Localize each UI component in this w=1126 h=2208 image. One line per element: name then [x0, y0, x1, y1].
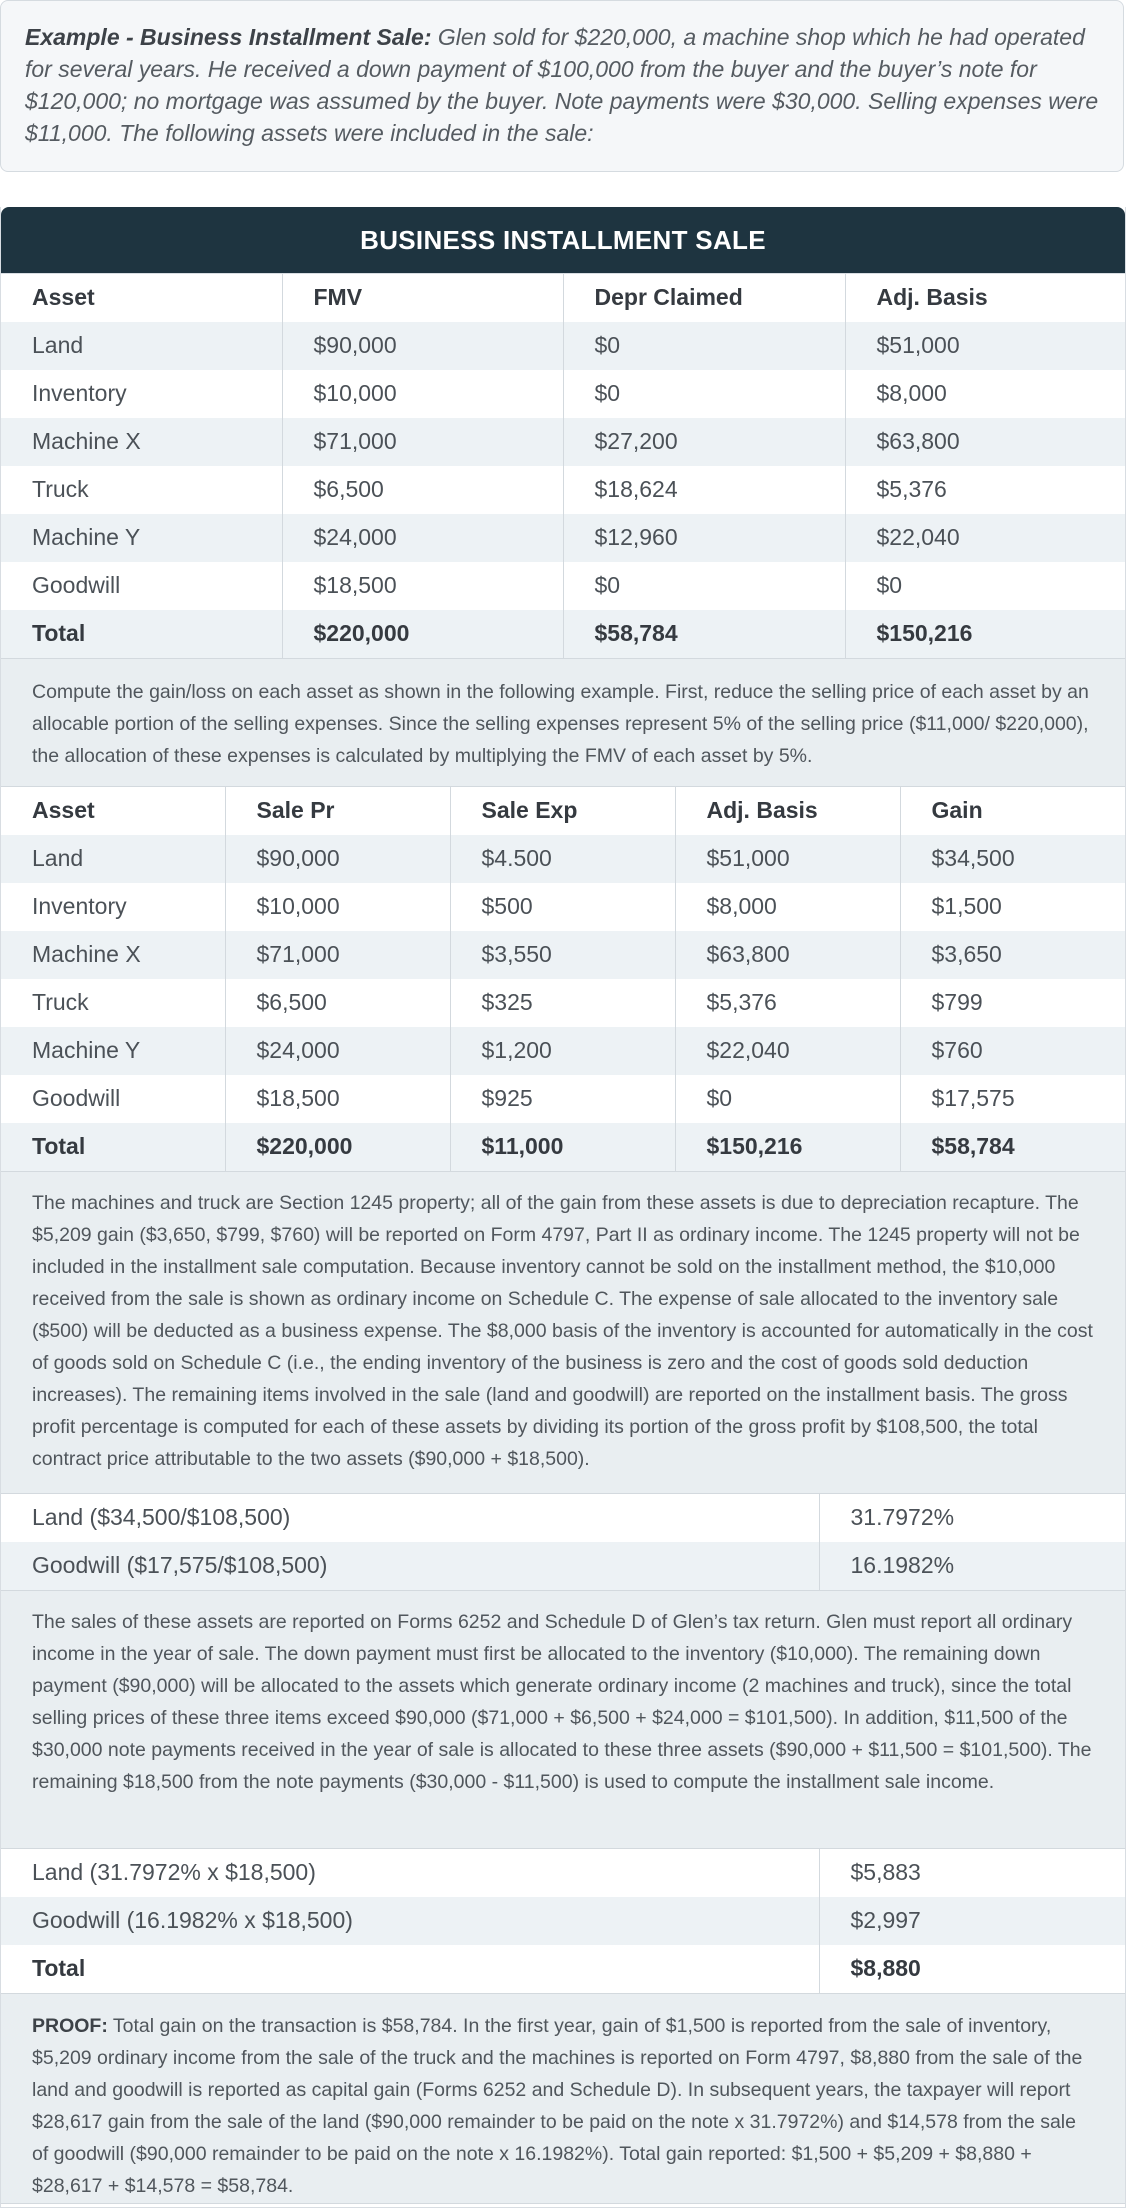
cell: Land [1, 835, 225, 883]
cell: Land ($34,500/$108,500) [1, 1494, 819, 1542]
proof-text: Total gain on the transaction is $58,784. In the first year, gain of $1,500 is reported from the sale of inventory, $5,209 ordinary income from the sale of the truck and the machines is reported on Form 4797, $8,880 from the sale of the land and goodwill is reported as capital gain (Forms 6252 and Schedule D). In subsequent years, the taxpayer will report $28,617 gain from the sale of the land ($90,000 remainder to be paid on the note x 31.7972%) and $14,578 from the sale of goodwill ($90,000 remainder to be paid on the note x 16.1982%). Total gain reported: $1,500 + $5,209 + $8,880 + $28,617 + $14,578 = $58,784. [32, 2014, 1083, 2197]
cell: $90,000 [225, 835, 450, 883]
cell: $3,550 [450, 931, 675, 979]
col-header: Depr Claimed [563, 274, 845, 322]
cell: $34,500 [900, 835, 1125, 883]
cell: $18,500 [225, 1075, 450, 1123]
cell: Machine X [1, 931, 225, 979]
cell: Truck [1, 979, 225, 1027]
cell: $5,376 [675, 979, 900, 1027]
cell: $22,040 [675, 1027, 900, 1075]
cell: $18,624 [563, 466, 845, 514]
cell: $4.500 [450, 835, 675, 883]
cell: Truck [1, 466, 282, 514]
cell: $17,575 [900, 1075, 1125, 1123]
col-header: Gain [900, 787, 1125, 835]
cell: $0 [845, 562, 1125, 610]
table-row [1, 562, 1125, 610]
cell: Total [1, 1123, 225, 1171]
note-section-1245: The machines and truck are Section 1245 property; all of the gain from these assets is due to depreciation recapture. The $5,209 gain ($3,650, $799, $760) will be reported on Form 4797, Part II as ordinary income. The 1245 property will not be included in the installment sale computation. Because inventory cannot be sold on the installment method, the $10,000 received from the sale is shown as ordinary income on Schedule C. The expense of sale allocated to the inventory sale ($500) will be deducted as a business expense. The $8,000 basis of the inventory is accounted for automatically in the cost of goods sold on Schedule C (i.e., the ending inventory of the business is zero and the cost of goods sold deduction increases). The remaining items involved in the sale (land and goodwill) are reported on the installment basis. The gross profit percentage is computed for each of these assets by dividing its portion of the gross profit by $108,500, the total contract price attributable to the two assets ($90,000 + $18,500). [1, 1171, 1125, 1494]
banner-title: BUSINESS INSTALLMENT SALE [1, 207, 1125, 273]
table-row [1, 835, 1125, 883]
cell: $1,500 [900, 883, 1125, 931]
cell: $63,800 [845, 418, 1125, 466]
cell: Goodwill ($17,575/$108,500) [1, 1542, 819, 1590]
proof-label: PROOF: [32, 2014, 108, 2037]
cell: $500 [450, 883, 675, 931]
table-row [1, 1494, 1125, 1542]
table-row [1, 1849, 1125, 1897]
cell: $799 [900, 979, 1125, 1027]
table-row [1, 322, 1125, 370]
table-row [1, 1027, 1125, 1075]
cell: $0 [563, 562, 845, 610]
cell: Inventory [1, 370, 282, 418]
cell: $18,500 [282, 562, 563, 610]
cell: $22,040 [845, 514, 1125, 562]
note-allocation: Compute the gain/loss on each asset as shown in the following example. First, reduce the selling price of each asset by an allocable portion of the selling expenses. Since the selling expenses represent 5% of the selling price ($11,000/ $220,000), the allocation of these expenses is calculated by multiplying the FMV of each asset by 5%. [1, 658, 1125, 787]
cell: $220,000 [282, 610, 563, 658]
cell: $8,000 [845, 370, 1125, 418]
table-row [1, 931, 1125, 979]
col-header: Adj. Basis [845, 274, 1125, 322]
cell: $11,000 [450, 1123, 675, 1171]
cell: $8,000 [675, 883, 900, 931]
cell: $51,000 [845, 322, 1125, 370]
table-row [1, 514, 1125, 562]
cell: $71,000 [225, 931, 450, 979]
cell: $0 [675, 1075, 900, 1123]
cell: Total [1, 1945, 819, 1993]
table-row [1, 1075, 1125, 1123]
cell: 31.7972% [819, 1494, 1125, 1542]
cell: $5,883 [819, 1849, 1125, 1897]
cell: $6,500 [282, 466, 563, 514]
col-header: Asset [1, 274, 282, 322]
table-row [1, 883, 1125, 931]
total-row [1, 1945, 1125, 1993]
cell: $925 [450, 1075, 675, 1123]
table-row [1, 418, 1125, 466]
table-row [1, 466, 1125, 514]
intro-lead: Example - Business Installment Sale: [25, 24, 432, 50]
cell: $5,376 [845, 466, 1125, 514]
col-header: Sale Exp [450, 787, 675, 835]
cell: Machine X [1, 418, 282, 466]
gain-table-header [1, 787, 1125, 835]
table-row [1, 1542, 1125, 1590]
col-header: Adj. Basis [675, 787, 900, 835]
col-header: Asset [1, 787, 225, 835]
cell: $24,000 [225, 1027, 450, 1075]
cell: $150,216 [845, 610, 1125, 658]
col-header: FMV [282, 274, 563, 322]
cell: Goodwill [1, 1075, 225, 1123]
cell: $24,000 [282, 514, 563, 562]
total-row [1, 1123, 1125, 1171]
cell: Inventory [1, 883, 225, 931]
cell: $58,784 [900, 1123, 1125, 1171]
cell: Land [1, 322, 282, 370]
cell: $63,800 [675, 931, 900, 979]
cell: Total [1, 610, 282, 658]
cell: $220,000 [225, 1123, 450, 1171]
gain-table [1, 787, 1125, 1171]
cell: $58,784 [563, 610, 845, 658]
cell: $1,200 [450, 1027, 675, 1075]
cell: Goodwill (16.1982% x $18,500) [1, 1897, 819, 1945]
cell: $3,650 [900, 931, 1125, 979]
col-header: Sale Pr [225, 787, 450, 835]
cell: $0 [563, 322, 845, 370]
asset-table-header [1, 274, 1125, 322]
cell: $51,000 [675, 835, 900, 883]
cell: $27,200 [563, 418, 845, 466]
installment-sale-card [0, 207, 1126, 2208]
cell: $325 [450, 979, 675, 1027]
total-row [1, 610, 1125, 658]
cell: $2,997 [819, 1897, 1125, 1945]
installment-income-table [1, 1849, 1125, 1993]
cell: $12,960 [563, 514, 845, 562]
intro-text: Glen sold for $220,000, a machine shop which he had operated for several years. He received a down payment of $100,000 from the buyer and the buyer’s note for $120,000; no mortgage was assumed by the buyer. Note payments were $30,000. Selling expenses were $11,000. The following assets were included in the sale: [25, 24, 1099, 146]
note-proof [1, 1993, 1125, 2204]
cell: $760 [900, 1027, 1125, 1075]
cell: $6,500 [225, 979, 450, 1027]
cell: $90,000 [282, 322, 563, 370]
cell: 16.1982% [819, 1542, 1125, 1590]
cell: $10,000 [225, 883, 450, 931]
cell: $10,000 [282, 370, 563, 418]
gross-profit-table [1, 1494, 1125, 1590]
note-forms-6252: The sales of these assets are reported on Forms 6252 and Schedule D of Glen’s tax return. Glen must report all ordinary income in the year of sale. The down payment must first be allocated to the inventory ($10,000). The remaining down payment ($90,000) will be allocated to the assets which generate ordinary income (2 machines and truck), since the total selling prices of these three items exceed $90,000 ($71,000 + $6,500 + $24,000 = $101,500). In addition, $11,500 of the $30,000 note payments received in the year of sale is allocated to these three assets ($90,000 + $11,500 = $101,500). The remaining $18,500 from the note payments ($30,000 - $11,500) is used to compute the installment sale income. [1, 1590, 1125, 1849]
cell: $8,880 [819, 1945, 1125, 1993]
cell: Land (31.7972% x $18,500) [1, 1849, 819, 1897]
cell: Machine Y [1, 514, 282, 562]
table-row [1, 370, 1125, 418]
cell: Goodwill [1, 562, 282, 610]
table-row [1, 1897, 1125, 1945]
table-row [1, 979, 1125, 1027]
cell: $150,216 [675, 1123, 900, 1171]
cell: Machine Y [1, 1027, 225, 1075]
cell: $71,000 [282, 418, 563, 466]
asset-table [1, 273, 1125, 658]
intro-example [0, 0, 1124, 172]
cell: $0 [563, 370, 845, 418]
